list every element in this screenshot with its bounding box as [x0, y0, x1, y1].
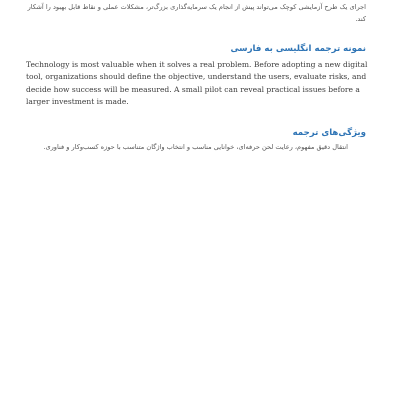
english-sample-paragraph: Technology is most valuable when it solves a real problem. Before adopting a new digital tool, organizations should define the objective, understand the users, evaluate risks, and decide how success will be measured. A small pilot can reveal practical issues before a larger investment is made.: [26, 60, 368, 106]
intro-paragraph: اجرای یک طرح آزمایشی کوچک می‌تواند پیش از انجام یک سرمایه‌گذاری بزرگ‌تر، مشکلات عملی و نقاط قابل بهبود را آشکار کند.: [27, 3, 366, 23]
section-heading-translation-sample: نمونه ترجمه انگلیسی به فارسی: [230, 44, 366, 54]
section-heading-translation-features: ویژگی‌های ترجمه: [292, 128, 366, 138]
translation-features-paragraph: انتقال دقیق مفهوم، رعایت لحن حرفه‌ای، خوانایی مناسب و انتخاب واژگان متناسب با حوزه کسب‌وکار و فناوری.: [43, 143, 348, 151]
